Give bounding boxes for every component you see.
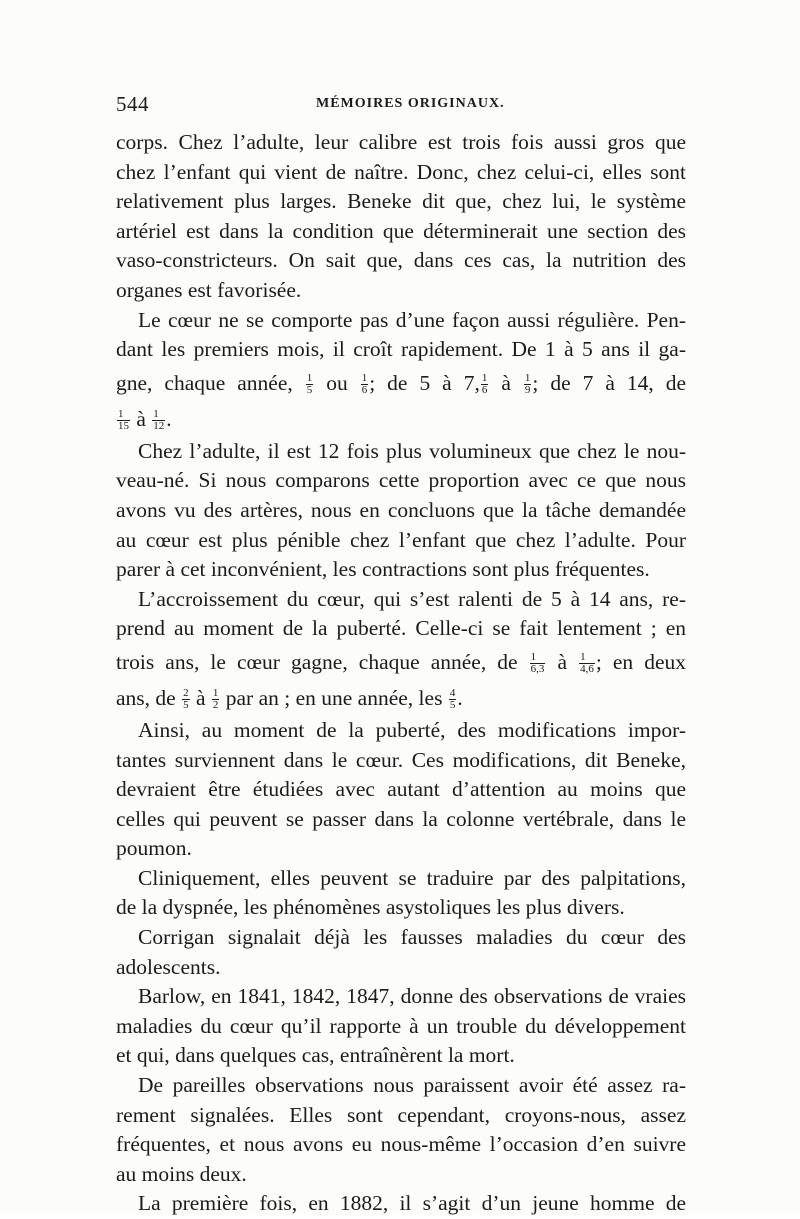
numerator: 1 bbox=[152, 409, 165, 421]
text-line: fréquentes, et nous avons eu nous-même l’occasion d’en suivre bbox=[116, 1132, 686, 1157]
fraction-1-9 bbox=[524, 373, 532, 396]
running-title: MÉMOIRES ORIGINAUX. bbox=[316, 96, 505, 111]
text-line: dant les premiers mois, il croît rapidement. De 1 à 5 ans il ga- bbox=[116, 337, 686, 362]
text-span: trois ans, le cœur gagne, chaque année, de bbox=[116, 649, 518, 674]
text-span: ; de 7 à 14, de bbox=[532, 370, 686, 395]
denominator: 9 bbox=[524, 384, 531, 397]
text-span: ; en deux bbox=[595, 649, 686, 674]
text-span: gne, chaque année, bbox=[116, 370, 293, 395]
fraction-1-4-6 bbox=[579, 652, 595, 675]
text-line: De pareilles observations nous paraissent avoir été assez ra- bbox=[138, 1073, 686, 1098]
fraction-1-6 bbox=[481, 373, 489, 396]
text-line: avons vu des artères, nous en concluons que la tâche demandée bbox=[116, 497, 686, 522]
text-line-with-fractions bbox=[116, 680, 686, 716]
text-line: chez l’enfant qui vient de naître. Donc, chez celui-ci, elles sont bbox=[116, 159, 686, 184]
denominator: 6 bbox=[481, 384, 488, 397]
text-line: vaso-constricteurs. On sait que, dans ces cas, la nutrition des bbox=[116, 248, 686, 273]
fraction-1-12 bbox=[152, 409, 165, 432]
numerator: 1 bbox=[306, 372, 313, 385]
text-span: à bbox=[195, 685, 206, 710]
text-span: ou bbox=[326, 370, 348, 395]
text-span: ans, de bbox=[116, 685, 176, 710]
text-span: à bbox=[557, 649, 567, 674]
text-line-with-fractions: $\frac{1}{15}$ à $\frac{1}{12}$ . bbox=[118, 406, 172, 433]
fraction-1-5 bbox=[306, 373, 314, 396]
text-line-with-fractions bbox=[116, 644, 686, 680]
text-line: poumon. bbox=[116, 836, 192, 861]
text-line: organes est favorisée. bbox=[116, 277, 302, 302]
denominator: 5 bbox=[449, 699, 456, 712]
text-line: Le cœur ne se comporte pas d’une façon aussi régulière. Pen- bbox=[138, 307, 686, 332]
text-line: prend au moment de la puberté. Celle-ci se fait lentement ; en bbox=[116, 616, 686, 641]
numerator: 4 bbox=[449, 687, 456, 700]
text-line: adolescents. bbox=[116, 954, 221, 979]
fraction-1-2 bbox=[212, 688, 220, 711]
text-span: . bbox=[457, 685, 463, 710]
page-number: 544 bbox=[116, 92, 149, 116]
denominator: 6,3 bbox=[530, 663, 545, 676]
text-line: corps. Chez l’adulte, leur calibre est trois fois aussi gros que bbox=[116, 130, 686, 154]
text-span: à bbox=[136, 406, 146, 431]
text-line: de la dyspnée, les phénomènes asystoliques les plus divers. bbox=[116, 895, 625, 920]
body-text bbox=[116, 128, 686, 1219]
text-line: au cœur est plus pénible chez l’enfant que chez l’adulte. Pour bbox=[116, 527, 686, 552]
text-line: Barlow, en 1841, 1842, 1847, donne des observations de vraies bbox=[138, 984, 686, 1009]
text-line: au moins deux. bbox=[116, 1161, 247, 1186]
denominator: 12 bbox=[153, 420, 165, 433]
text-line: Corrigan signalait déjà les fausses maladies du cœur des bbox=[138, 925, 686, 950]
fraction-4-5 bbox=[449, 688, 457, 711]
numerator: 1 bbox=[361, 372, 368, 385]
text-line: La première fois, en 1882, il s’agit d’un jeune homme de bbox=[138, 1191, 686, 1216]
numerator: 1 bbox=[212, 687, 219, 700]
text-line: veau-né. Si nous comparons cette proportion avec ce que nous bbox=[116, 468, 686, 493]
text-line: Ainsi, au moment de la puberté, des modifications impor- bbox=[138, 717, 686, 742]
denominator: 15 bbox=[118, 420, 129, 433]
numerator: 1 bbox=[524, 372, 531, 385]
text-line-with-fractions bbox=[116, 365, 686, 401]
text-span: ; de 5 à 7, bbox=[369, 370, 480, 395]
denominator: 2 bbox=[212, 699, 219, 712]
fraction-2-5 bbox=[182, 688, 190, 711]
text-line: L’accroissement du cœur, qui s’est ralenti de 5 à 14 ans, re- bbox=[138, 586, 686, 611]
denominator: 5 bbox=[183, 699, 189, 712]
text-span: par an ; en une année, les bbox=[225, 685, 443, 710]
denominator: 5 bbox=[306, 384, 313, 397]
numerator: 1 bbox=[530, 652, 546, 664]
text-line: Cliniquement, elles peuvent se traduire par des palpitations, bbox=[138, 865, 686, 890]
text-span: à bbox=[501, 370, 511, 395]
running-head bbox=[116, 92, 686, 122]
fraction-1-6 bbox=[361, 373, 369, 396]
text-line: tantes surviennent dans le cœur. Ces modifications, dit Beneke, bbox=[116, 747, 686, 772]
denominator: 4,6 bbox=[580, 663, 594, 676]
text-line: Chez l’adulte, il est 12 fois plus volumineux que chez le nou- bbox=[138, 438, 686, 463]
numerator: 1 bbox=[579, 652, 595, 664]
text-line: parer à cet inconvénient, les contractions sont plus fréquentes. bbox=[116, 557, 650, 582]
numerator: 1 bbox=[481, 372, 488, 385]
numerator: 2 bbox=[183, 687, 189, 700]
text-line: celles qui peuvent se passer dans la colonne vertébrale, dans le bbox=[116, 806, 686, 831]
text-line: et qui, dans quelques cas, entraînèrent la mort. bbox=[116, 1043, 515, 1068]
fraction-1-15 bbox=[117, 409, 130, 432]
text-line: maladies du cœur qu’il rapporte à un trouble du développement bbox=[116, 1013, 686, 1038]
denominator: 6 bbox=[361, 384, 368, 397]
text-line: rement signalées. Elles sont cependant, croyons-nous, assez bbox=[116, 1102, 686, 1127]
text-line: relativement plus larges. Beneke dit que, chez lui, le système bbox=[116, 189, 686, 214]
fraction-1-6-3 bbox=[530, 652, 546, 675]
text-line: devraient être étudiées avec autant d’attention au moins que bbox=[116, 777, 686, 802]
text-line: artériel est dans la condition que déterminerait une section des bbox=[116, 218, 686, 243]
numerator: 1 bbox=[117, 409, 130, 421]
